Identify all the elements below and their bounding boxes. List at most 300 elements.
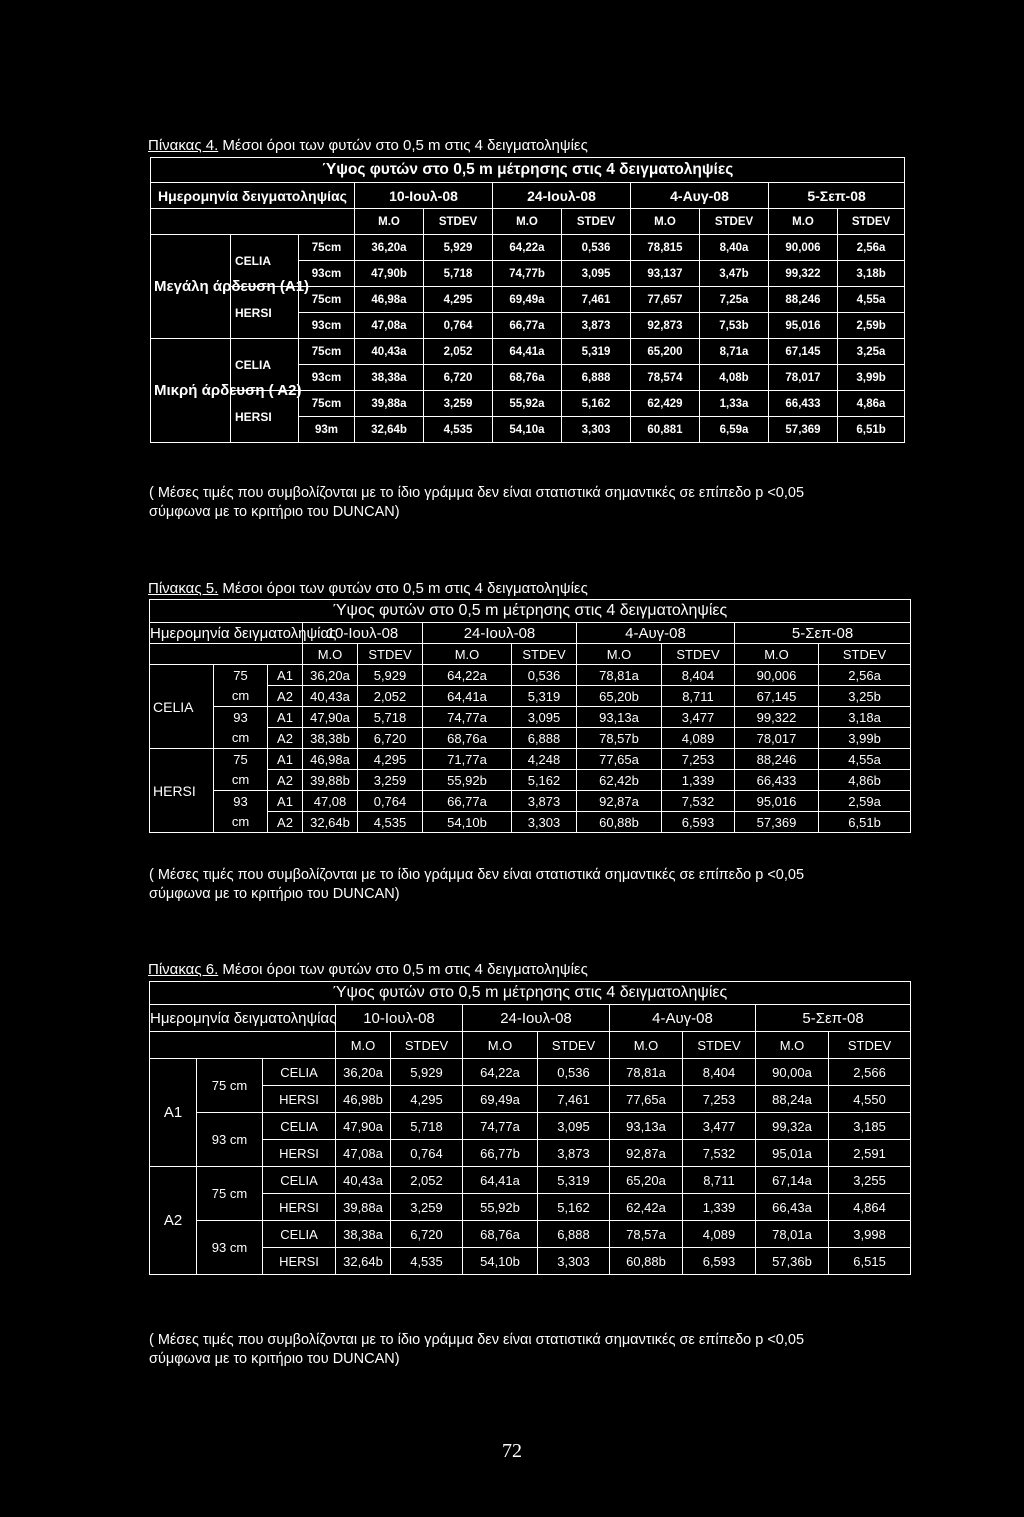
value-cell: 55,92a [493, 391, 562, 417]
value-cell: 4,295 [424, 287, 493, 313]
value-cell: 4,550 [829, 1086, 911, 1113]
value-cell: 64,22a [493, 235, 562, 261]
value-cell: 7,532 [662, 791, 735, 812]
value-cell: 47,08a [336, 1140, 391, 1167]
size-cell: 93 [214, 791, 268, 812]
mean-header: Μ.Ο [336, 1032, 391, 1059]
value-cell: 78,815 [631, 235, 700, 261]
value-cell: 54,10a [493, 417, 562, 443]
date-header: Ημερομηνία δειγματοληψίας [150, 1005, 336, 1032]
value-cell: 92,87a [577, 791, 662, 812]
date-column-header: 5-Σεπ-08 [756, 1005, 911, 1032]
value-cell: 95,01a [756, 1140, 829, 1167]
value-cell: 6,51b [819, 812, 911, 833]
cultivar-cell: HERSI [263, 1248, 336, 1275]
value-cell: 74,77b [493, 261, 562, 287]
irrigation-label: Α2 [150, 1167, 197, 1275]
value-cell: 3,303 [512, 812, 577, 833]
irrigation-cell: Α1 [268, 665, 303, 686]
size-cell: 93 [214, 707, 268, 728]
irrigation-cell: Α2 [268, 686, 303, 707]
irrigation-cell: Α1 [268, 749, 303, 770]
size-cell: 75 cm [197, 1059, 263, 1113]
date-column-header: 24-Ιουλ-08 [463, 1005, 610, 1032]
value-cell: 36,20a [303, 665, 358, 686]
date-column-header: 4-Αυγ-08 [631, 183, 769, 209]
value-cell: 47,90a [336, 1113, 391, 1140]
note-line: ( Μέσες τιμές που συμβολίζονται με το ίδιο γράμμα δεν είναι στατιστικά σημαντικές σε επίπεδο p <0,05 [149, 867, 805, 883]
page-number: 72 [502, 1440, 522, 1462]
irrigation-cell: Α1 [268, 791, 303, 812]
value-cell: 5,162 [538, 1194, 610, 1221]
value-cell: 78,017 [735, 728, 819, 749]
table-row [150, 686, 911, 707]
value-cell: 90,006 [735, 665, 819, 686]
value-cell: 0,764 [358, 791, 423, 812]
value-cell: 5,319 [538, 1167, 610, 1194]
value-cell: 8,404 [662, 665, 735, 686]
value-cell: 93,13a [610, 1113, 683, 1140]
value-cell: 4,248 [512, 749, 577, 770]
subheader-row [150, 644, 911, 665]
table-title: Ύψος φυτών στο 0,5 m μέτρησης στις 4 δειγματοληψίες [150, 600, 911, 623]
cultivar-label: CELIA [150, 665, 214, 749]
empty-cell [150, 1032, 336, 1059]
mean-header: Μ.Ο [769, 209, 838, 235]
mean-header: Μ.Ο [577, 644, 662, 665]
value-cell: 55,92b [463, 1194, 538, 1221]
value-cell: 0,764 [424, 313, 493, 339]
value-cell: 0,536 [538, 1059, 610, 1086]
table-row [150, 1167, 911, 1194]
value-cell: 3,18b [838, 261, 905, 287]
value-cell: 90,00a [756, 1059, 829, 1086]
size-cell: 93cm [299, 313, 355, 339]
value-cell: 99,322 [769, 261, 838, 287]
value-cell: 38,38a [355, 365, 424, 391]
size-cell: 75 [214, 665, 268, 686]
value-cell: 92,873 [631, 313, 700, 339]
value-cell: 6,888 [512, 728, 577, 749]
stdev-header: STDEV [538, 1032, 610, 1059]
value-cell: 1,33a [700, 391, 769, 417]
value-cell: 64,22a [423, 665, 512, 686]
size-cell: 75cm [299, 235, 355, 261]
value-cell: 47,08a [355, 313, 424, 339]
table-row [151, 339, 905, 365]
irrigation-label: Μικρή άρδευση ( Α2) [151, 339, 231, 443]
value-cell: 93,137 [631, 261, 700, 287]
cultivar-label: CELIA [231, 339, 299, 391]
value-cell: 2,59a [819, 791, 911, 812]
table-title: Ύψος φυτών στο 0,5 m μέτρησης στις 4 δειγματοληψίες [150, 982, 911, 1005]
value-cell: 92,87a [610, 1140, 683, 1167]
value-cell: 67,145 [769, 339, 838, 365]
table-row [151, 235, 905, 261]
value-cell: 3,095 [512, 707, 577, 728]
value-cell: 7,53b [700, 313, 769, 339]
value-cell: 39,88a [355, 391, 424, 417]
table-row [150, 1059, 911, 1086]
irrigation-cell: Α1 [268, 707, 303, 728]
mean-header: Μ.Ο [631, 209, 700, 235]
mean-header: Μ.Ο [756, 1032, 829, 1059]
value-cell: 4,535 [358, 812, 423, 833]
size-cell: cm [214, 770, 268, 791]
cultivar-label: HERSI [231, 391, 299, 443]
value-cell: 3,095 [562, 261, 631, 287]
value-cell: 8,711 [683, 1167, 756, 1194]
date-column-header: 24-Ιουλ-08 [423, 623, 577, 644]
value-cell: 2,052 [424, 339, 493, 365]
value-cell: 64,41a [463, 1167, 538, 1194]
value-cell: 99,322 [735, 707, 819, 728]
date-row [150, 1005, 911, 1032]
table-row [150, 1248, 911, 1275]
size-cell: 93cm [299, 365, 355, 391]
cultivar-label: CELIA [231, 235, 299, 287]
value-cell: 3,25a [838, 339, 905, 365]
value-cell: 8,404 [683, 1059, 756, 1086]
stdev-header: STDEV [700, 209, 769, 235]
value-cell: 95,016 [769, 313, 838, 339]
size-cell: 93m [299, 417, 355, 443]
value-cell: 7,461 [538, 1086, 610, 1113]
value-cell: 2,56a [838, 235, 905, 261]
value-cell: 7,461 [562, 287, 631, 313]
value-cell: 54,10b [463, 1248, 538, 1275]
date-column-header: 24-Ιουλ-08 [493, 183, 631, 209]
table-row [150, 707, 911, 728]
stdev-header: STDEV [424, 209, 493, 235]
empty-cell [151, 209, 355, 235]
title-row [150, 982, 911, 1005]
value-cell: 39,88b [303, 770, 358, 791]
table-row [150, 770, 911, 791]
value-cell: 2,052 [391, 1167, 463, 1194]
value-cell: 57,369 [769, 417, 838, 443]
note-line: ( Μέσες τιμές που συμβολίζονται με το ίδιο γράμμα δεν είναι στατιστικά σημαντικές σε επίπεδο p <0,05 [149, 1332, 805, 1348]
value-cell: 4,295 [358, 749, 423, 770]
value-cell: 88,246 [735, 749, 819, 770]
value-cell: 3,095 [538, 1113, 610, 1140]
date-column-header: 10-Ιουλ-08 [355, 183, 493, 209]
date-row [150, 623, 911, 644]
value-cell: 5,929 [424, 235, 493, 261]
table-row [150, 728, 911, 749]
value-cell: 77,657 [631, 287, 700, 313]
date-row [151, 183, 905, 209]
size-cell: cm [214, 686, 268, 707]
value-cell: 65,20b [577, 686, 662, 707]
value-cell: 3,99b [819, 728, 911, 749]
title-row [151, 158, 905, 183]
value-cell: 67,145 [735, 686, 819, 707]
value-cell: 64,41a [423, 686, 512, 707]
irrigation-label: Α1 [150, 1059, 197, 1167]
value-cell: 5,319 [562, 339, 631, 365]
table-row [150, 749, 911, 770]
value-cell: 1,339 [662, 770, 735, 791]
size-cell: cm [214, 728, 268, 749]
stdev-header: STDEV [662, 644, 735, 665]
value-cell: 55,92b [423, 770, 512, 791]
mean-header: Μ.Ο [493, 209, 562, 235]
value-cell: 47,90b [355, 261, 424, 287]
size-cell: 93 cm [197, 1221, 263, 1275]
value-cell: 3,303 [538, 1248, 610, 1275]
table4-note [149, 484, 804, 522]
value-cell: 77,65a [577, 749, 662, 770]
value-cell: 2,591 [829, 1140, 911, 1167]
value-cell: 3,873 [562, 313, 631, 339]
value-cell: 3,873 [538, 1140, 610, 1167]
table-row [150, 1194, 911, 1221]
value-cell: 0,764 [391, 1140, 463, 1167]
value-cell: 4,86a [838, 391, 905, 417]
value-cell: 6,720 [358, 728, 423, 749]
value-cell: 40,43a [336, 1167, 391, 1194]
cultivar-label: HERSI [150, 749, 214, 833]
value-cell: 68,76a [493, 365, 562, 391]
cultivar-cell: CELIA [263, 1221, 336, 1248]
value-cell: 2,566 [829, 1059, 911, 1086]
value-cell: 66,77b [463, 1140, 538, 1167]
note-line: σύμφωνα με το κριτήριο του DUNCAN) [149, 504, 400, 520]
value-cell: 7,253 [662, 749, 735, 770]
cultivar-cell: HERSI [263, 1140, 336, 1167]
value-cell: 7,25a [700, 287, 769, 313]
stdev-header: STDEV [819, 644, 911, 665]
value-cell: 7,253 [683, 1086, 756, 1113]
date-column-header: 10-Ιουλ-08 [303, 623, 423, 644]
value-cell: 2,59b [838, 313, 905, 339]
mean-header: Μ.Ο [610, 1032, 683, 1059]
size-cell: 93 cm [197, 1113, 263, 1167]
value-cell: 4,55a [838, 287, 905, 313]
value-cell: 66,77a [493, 313, 562, 339]
table-row [150, 665, 911, 686]
value-cell: 5,319 [512, 686, 577, 707]
value-cell: 60,88b [610, 1248, 683, 1275]
value-cell: 78,57a [610, 1221, 683, 1248]
value-cell: 2,56a [819, 665, 911, 686]
value-cell: 8,71a [700, 339, 769, 365]
table6 [149, 981, 911, 1275]
table5 [149, 599, 911, 833]
value-cell: 47,90a [303, 707, 358, 728]
value-cell: 3,18a [819, 707, 911, 728]
value-cell: 62,42a [610, 1194, 683, 1221]
table-row [150, 812, 911, 833]
value-cell: 93,13a [577, 707, 662, 728]
value-cell: 66,433 [769, 391, 838, 417]
value-cell: 6,720 [391, 1221, 463, 1248]
cultivar-cell: CELIA [263, 1113, 336, 1140]
value-cell: 3,873 [512, 791, 577, 812]
note-line: σύμφωνα με το κριτήριο του DUNCAN) [149, 886, 400, 902]
size-cell: 75cm [299, 339, 355, 365]
value-cell: 8,40a [700, 235, 769, 261]
value-cell: 69,49a [463, 1086, 538, 1113]
value-cell: 4,55a [819, 749, 911, 770]
value-cell: 5,718 [391, 1113, 463, 1140]
value-cell: 3,255 [829, 1167, 911, 1194]
value-cell: 4,535 [424, 417, 493, 443]
value-cell: 3,99b [838, 365, 905, 391]
stdev-header: STDEV [562, 209, 631, 235]
size-cell: 75cm [299, 391, 355, 417]
table5-caption: Πίνακας 5. Μέσοι όροι των φυτών στο 0,5 m στις 4 δειγματοληψίες [148, 580, 588, 597]
value-cell: 3,477 [662, 707, 735, 728]
date-column-header: 10-Ιουλ-08 [336, 1005, 463, 1032]
value-cell: 78,017 [769, 365, 838, 391]
value-cell: 47,08 [303, 791, 358, 812]
value-cell: 38,38b [303, 728, 358, 749]
value-cell: 57,36b [756, 1248, 829, 1275]
value-cell: 3,259 [358, 770, 423, 791]
subheader-row [151, 209, 905, 235]
value-cell: 32,64b [303, 812, 358, 833]
irrigation-cell: Α2 [268, 728, 303, 749]
stdev-header: STDEV [838, 209, 905, 235]
value-cell: 88,24a [756, 1086, 829, 1113]
value-cell: 4,08b [700, 365, 769, 391]
value-cell: 74,77a [463, 1113, 538, 1140]
value-cell: 3,185 [829, 1113, 911, 1140]
cultivar-cell: HERSI [263, 1086, 336, 1113]
value-cell: 8,711 [662, 686, 735, 707]
value-cell: 36,20a [355, 235, 424, 261]
value-cell: 90,006 [769, 235, 838, 261]
mean-header: Μ.Ο [735, 644, 819, 665]
table-row [150, 1140, 911, 1167]
note-line: ( Μέσες τιμές που συμβολίζονται με το ίδιο γράμμα δεν είναι στατιστικά σημαντικές σε επίπεδο p <0,05 [149, 485, 805, 501]
subheader-row [150, 1032, 911, 1059]
value-cell: 46,98b [336, 1086, 391, 1113]
value-cell: 95,016 [735, 791, 819, 812]
empty-cell [150, 644, 303, 665]
value-cell: 62,42b [577, 770, 662, 791]
value-cell: 46,98a [355, 287, 424, 313]
date-header: Ημερομηνία δειγματοληψίας [151, 183, 355, 209]
value-cell: 74,77a [423, 707, 512, 728]
value-cell: 3,47b [700, 261, 769, 287]
value-cell: 3,25b [819, 686, 911, 707]
value-cell: 5,929 [391, 1059, 463, 1086]
value-cell: 6,593 [683, 1248, 756, 1275]
size-cell: cm [214, 812, 268, 833]
value-cell: 4,864 [829, 1194, 911, 1221]
table-title: Ύψος φυτών στο 0,5 m μέτρησης στις 4 δειγματοληψίες [151, 158, 905, 183]
cultivar-label: HERSI [231, 287, 299, 339]
value-cell: 1,339 [683, 1194, 756, 1221]
value-cell: 65,200 [631, 339, 700, 365]
date-column-header: 5-Σεπ-08 [769, 183, 905, 209]
value-cell: 6,593 [662, 812, 735, 833]
value-cell: 67,14a [756, 1167, 829, 1194]
value-cell: 71,77a [423, 749, 512, 770]
irrigation-cell: Α2 [268, 770, 303, 791]
mean-header: Μ.Ο [355, 209, 424, 235]
value-cell: 64,41a [493, 339, 562, 365]
value-cell: 5,162 [512, 770, 577, 791]
value-cell: 54,10b [423, 812, 512, 833]
value-cell: 6,720 [424, 365, 493, 391]
value-cell: 60,881 [631, 417, 700, 443]
date-column-header: 5-Σεπ-08 [735, 623, 911, 644]
table5-note [149, 866, 804, 904]
table-row [150, 1221, 911, 1248]
stdev-header: STDEV [391, 1032, 463, 1059]
mean-header: Μ.Ο [463, 1032, 538, 1059]
cultivar-cell: CELIA [263, 1167, 336, 1194]
value-cell: 0,536 [562, 235, 631, 261]
value-cell: 4,089 [662, 728, 735, 749]
value-cell: 57,369 [735, 812, 819, 833]
value-cell: 64,22a [463, 1059, 538, 1086]
size-cell: 75 cm [197, 1167, 263, 1221]
size-cell: 75cm [299, 287, 355, 313]
value-cell: 99,32a [756, 1113, 829, 1140]
value-cell: 3,259 [424, 391, 493, 417]
value-cell: 65,20a [610, 1167, 683, 1194]
value-cell: 32,64b [336, 1248, 391, 1275]
irrigation-label: Μεγάλη άρδευση (Α1) [151, 235, 231, 339]
value-cell: 78,57b [577, 728, 662, 749]
value-cell: 4,089 [683, 1221, 756, 1248]
value-cell: 2,052 [358, 686, 423, 707]
value-cell: 7,532 [683, 1140, 756, 1167]
mean-header: Μ.Ο [303, 644, 358, 665]
value-cell: 6,888 [562, 365, 631, 391]
value-cell: 40,43a [355, 339, 424, 365]
value-cell: 6,888 [538, 1221, 610, 1248]
value-cell: 39,88a [336, 1194, 391, 1221]
value-cell: 36,20a [336, 1059, 391, 1086]
value-cell: 3,477 [683, 1113, 756, 1140]
value-cell: 40,43a [303, 686, 358, 707]
value-cell: 6,515 [829, 1248, 911, 1275]
title-row [150, 600, 911, 623]
note-line: σύμφωνα με το κριτήριο του DUNCAN) [149, 1351, 400, 1367]
value-cell: 77,65a [610, 1086, 683, 1113]
table-row [150, 1086, 911, 1113]
stdev-header: STDEV [829, 1032, 911, 1059]
value-cell: 32,64b [355, 417, 424, 443]
stdev-header: STDEV [512, 644, 577, 665]
size-cell: 93cm [299, 261, 355, 287]
stdev-header: STDEV [358, 644, 423, 665]
value-cell: 4,295 [391, 1086, 463, 1113]
value-cell: 38,38a [336, 1221, 391, 1248]
value-cell: 66,43a [756, 1194, 829, 1221]
value-cell: 68,76a [463, 1221, 538, 1248]
value-cell: 3,259 [391, 1194, 463, 1221]
table-row [150, 791, 911, 812]
stdev-header: STDEV [683, 1032, 756, 1059]
table-row [150, 1113, 911, 1140]
value-cell: 5,162 [562, 391, 631, 417]
value-cell: 5,929 [358, 665, 423, 686]
value-cell: 0,536 [512, 665, 577, 686]
cultivar-cell: CELIA [263, 1059, 336, 1086]
date-header: Ημερομηνία δειγματοληψίας [150, 624, 337, 642]
mean-header: Μ.Ο [423, 644, 512, 665]
value-cell: 66,77a [423, 791, 512, 812]
table6-caption: Πίνακας 6. Μέσοι όροι των φυτών στο 0,5 m στις 4 δειγματοληψίες [148, 961, 588, 978]
value-cell: 88,246 [769, 287, 838, 313]
